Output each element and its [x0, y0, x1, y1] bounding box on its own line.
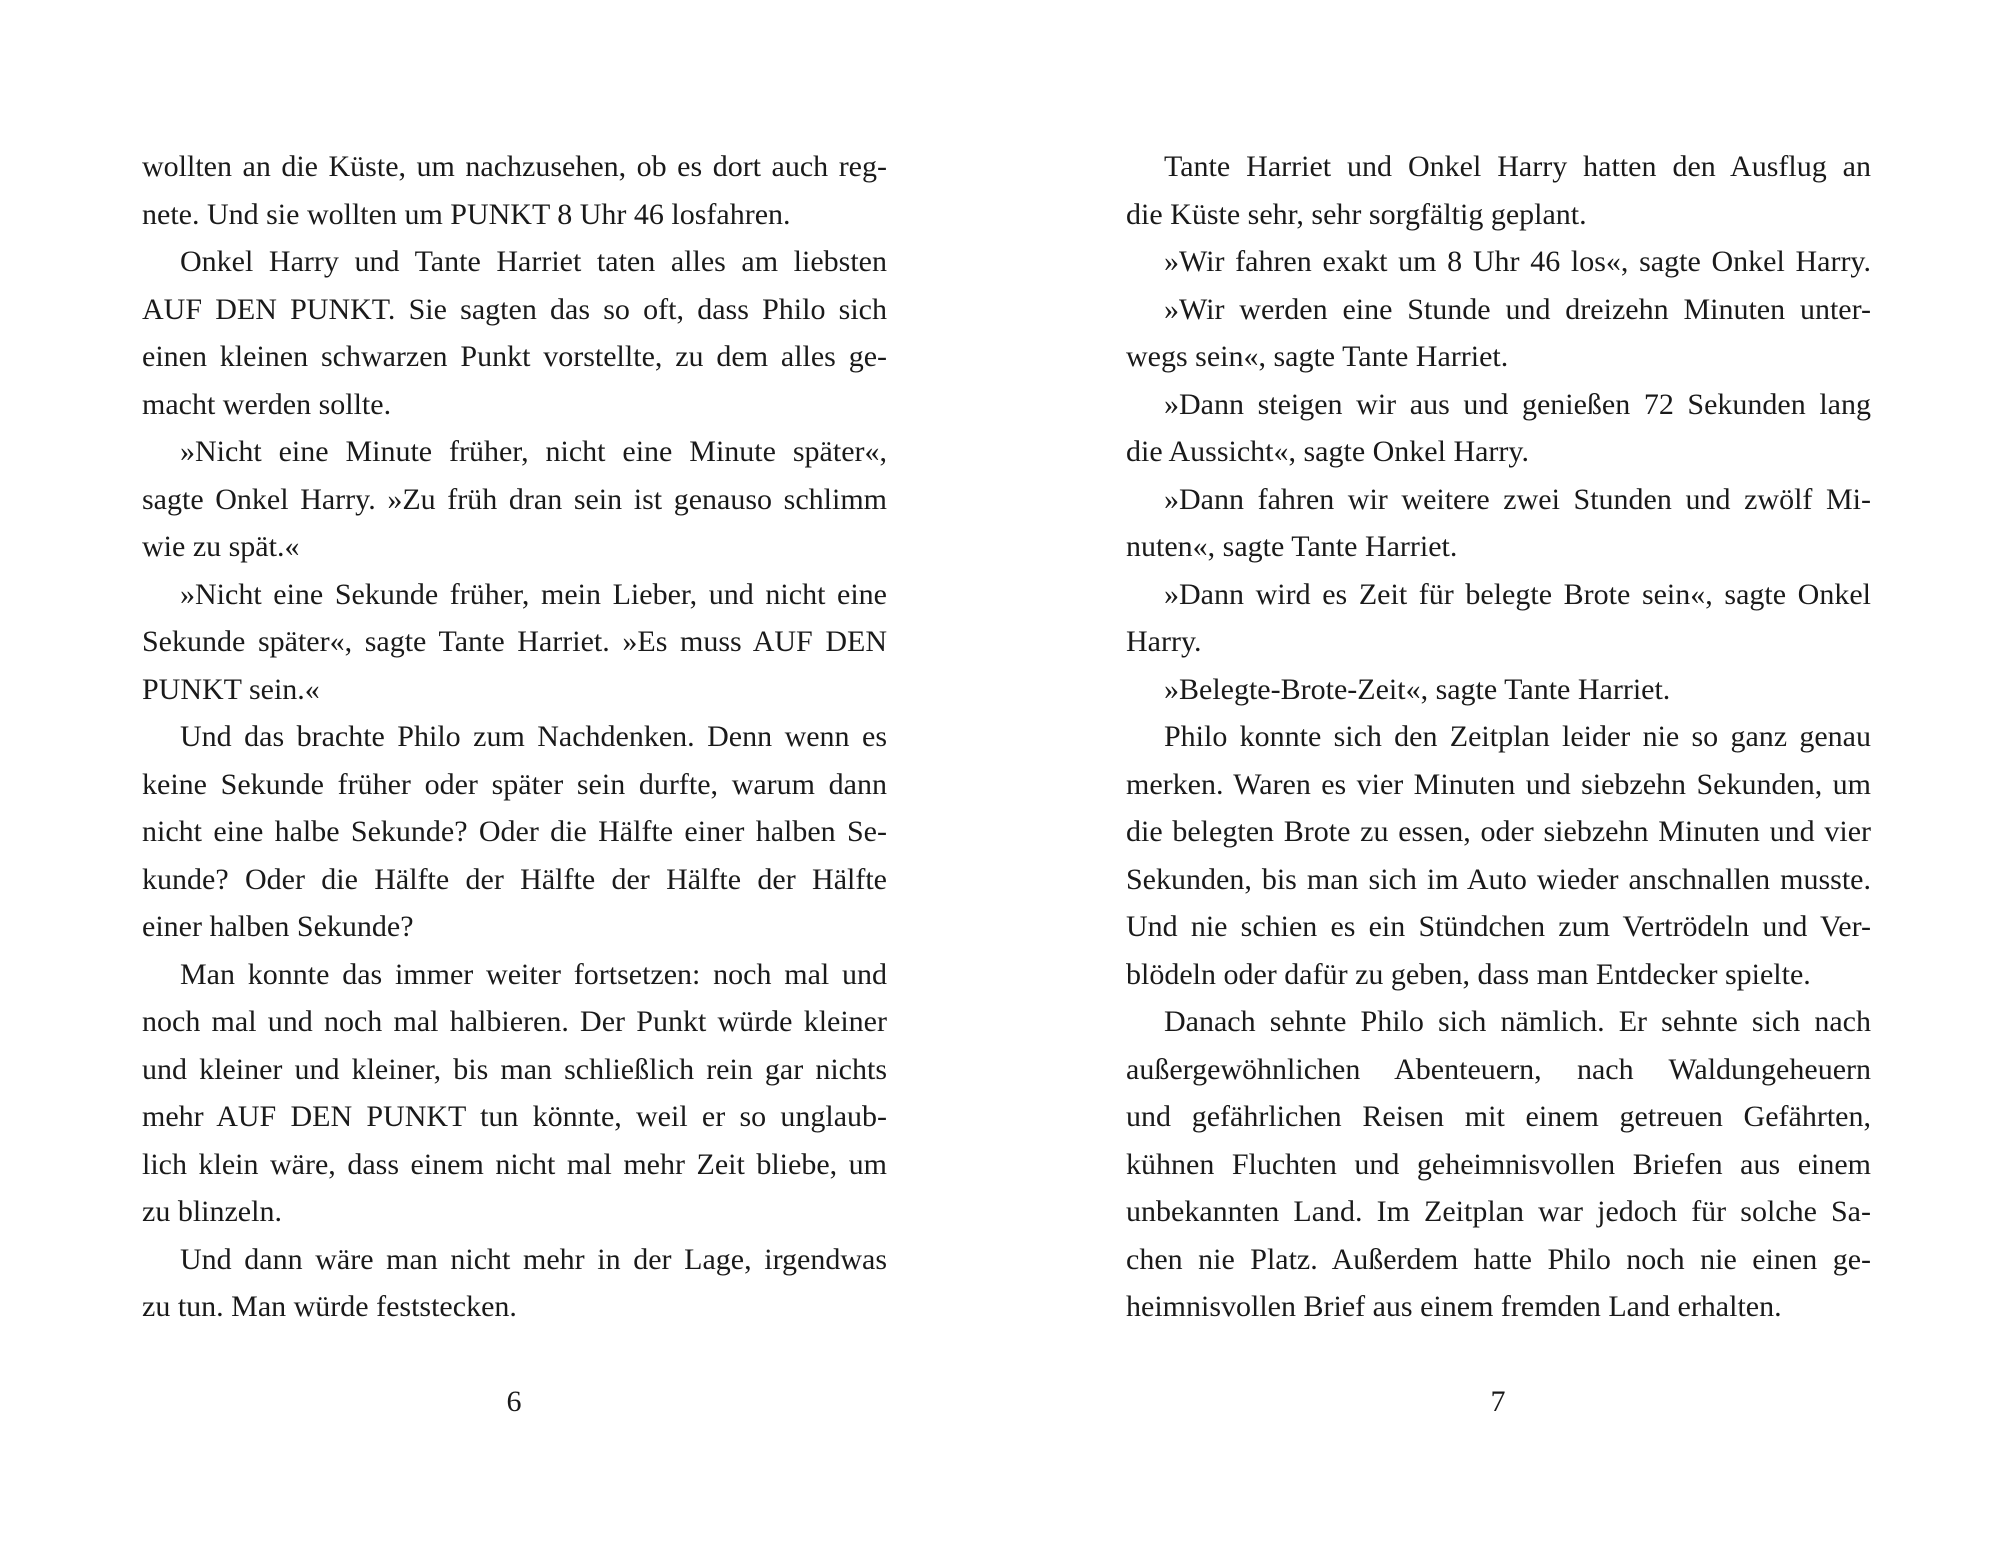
left-page — [142, 143, 887, 1331]
text-line: wie zu spät.« — [142, 530, 300, 563]
text-line: PUNKT sein.« — [142, 672, 320, 706]
text-line: blödeln oder dafür zu geben, dass man Entdecker spielte. — [1126, 957, 1811, 991]
text-line: mehr AUF DEN PUNKT tun könnte, weil er so unglaub- — [142, 1100, 887, 1133]
text-line: »Dann wird es Zeit für belegte Brote sein«, sagte Onkel — [1164, 577, 1871, 611]
text-line: heimnisvollen Brief aus einem fremden Land erhalten. — [1126, 1290, 1782, 1323]
text-line: nete. Und sie wollten um PUNKT 8 Uhr 46 losfahren. — [142, 197, 791, 231]
text-line: sagte Onkel Harry. »Zu früh dran sein ist genauso schlimm — [142, 482, 887, 516]
text-line: chen nie Platz. Außerdem hatte Philo noch nie einen ge- — [1126, 1242, 1871, 1276]
text-line: einen kleinen schwarzen Punkt vorstellte, zu dem alles ge- — [142, 340, 887, 373]
text-line: keine Sekunde früher oder später sein durfte, warum dann — [142, 767, 887, 801]
page-number-left: 6 — [506, 1385, 522, 1418]
text-line: Harry. — [1126, 625, 1202, 658]
text-line: lich klein wäre, dass einem nicht mal mehr Zeit bliebe, um — [142, 1147, 887, 1181]
text-line: »Dann fahren wir weitere zwei Stunden und zwölf Mi- — [1164, 482, 1871, 516]
text-line: Sekunden, bis man sich im Auto wieder anschnallen musste. — [1126, 862, 1871, 896]
text-line: nicht eine halbe Sekunde? Oder die Hälfte einer halben Se- — [142, 815, 887, 848]
text-line: Onkel Harry und Tante Harriet taten alles am liebsten — [180, 245, 887, 278]
text-line: »Wir werden eine Stunde und dreizehn Minuten unter- — [1164, 292, 1871, 326]
text-line: kunde? Oder die Hälfte der Hälfte der Hälfte der Hälfte — [142, 862, 887, 896]
text-line: merken. Waren es vier Minuten und siebzehn Sekunden, um — [1126, 767, 1871, 801]
text-line: »Wir fahren exakt um 8 Uhr 46 los«, sagte Onkel Harry. — [1164, 245, 1871, 278]
text-line: nuten«, sagte Tante Harriet. — [1126, 530, 1458, 563]
text-line: einer halben Sekunde? — [142, 910, 414, 943]
text-line: Und das brachte Philo zum Nachdenken. Denn wenn es — [180, 720, 887, 753]
text-line: Sekunde später«, sagte Tante Harriet. »Es muss AUF DEN — [142, 625, 887, 658]
text-line: zu tun. Man würde feststecken. — [142, 1290, 517, 1323]
text-line: Und dann wäre man nicht mehr in der Lage, irgendwas — [180, 1242, 887, 1276]
text-line: und gefährlichen Reisen mit einem getreuen Gefährten, — [1126, 1100, 1871, 1133]
text-line: zu blinzeln. — [142, 1195, 282, 1228]
text-line: Man konnte das immer weiter fortsetzen: noch mal und — [180, 957, 887, 991]
text-line: die Aussicht«, sagte Onkel Harry. — [1126, 435, 1529, 468]
text-line: »Nicht eine Sekunde früher, mein Lieber, und nicht eine — [180, 577, 887, 611]
text-line: wollten an die Küste, um nachzusehen, ob es dort auch reg- — [142, 150, 887, 183]
text-line: macht werden sollte. — [142, 387, 392, 421]
text-line: »Belegte-Brote-Zeit«, sagte Tante Harriet. — [1164, 672, 1671, 706]
text-line: Und nie schien es ein Stündchen zum Vertrödeln und Ver- — [1126, 910, 1871, 943]
text-line: »Dann steigen wir aus und genießen 72 Sekunden lang — [1164, 387, 1871, 421]
text-line: und kleiner und kleiner, bis man schließlich rein gar nichts — [142, 1052, 887, 1086]
right-page — [1126, 143, 1871, 1331]
text-line: Philo konnte sich den Zeitplan leider nie so ganz genau — [1164, 720, 1871, 753]
text-line: Tante Harriet und Onkel Harry hatten den Ausflug an — [1164, 150, 1871, 183]
text-line: »Nicht eine Minute früher, nicht eine Minute später«, — [180, 435, 887, 468]
text-line: außergewöhnlichen Abenteuern, nach Waldungeheuern — [1126, 1052, 1871, 1086]
page-number-right: 7 — [1490, 1385, 1506, 1418]
text-line: die Küste sehr, sehr sorgfältig geplant. — [1126, 197, 1587, 231]
text-line: AUF DEN PUNKT. Sie sagten das so oft, dass Philo sich — [142, 292, 887, 326]
text-line: die belegten Brote zu essen, oder siebzehn Minuten und vier — [1126, 815, 1871, 848]
text-line: Danach sehnte Philo sich nämlich. Er sehnte sich nach — [1164, 1005, 1871, 1038]
text-line: noch mal und noch mal halbieren. Der Punkt würde kleiner — [142, 1005, 887, 1038]
text-line: kühnen Fluchten und geheimnisvollen Briefen aus einem — [1126, 1147, 1871, 1181]
text-line: wegs sein«, sagte Tante Harriet. — [1126, 340, 1509, 373]
text-line: unbekannten Land. Im Zeitplan war jedoch für solche Sa- — [1126, 1195, 1871, 1228]
